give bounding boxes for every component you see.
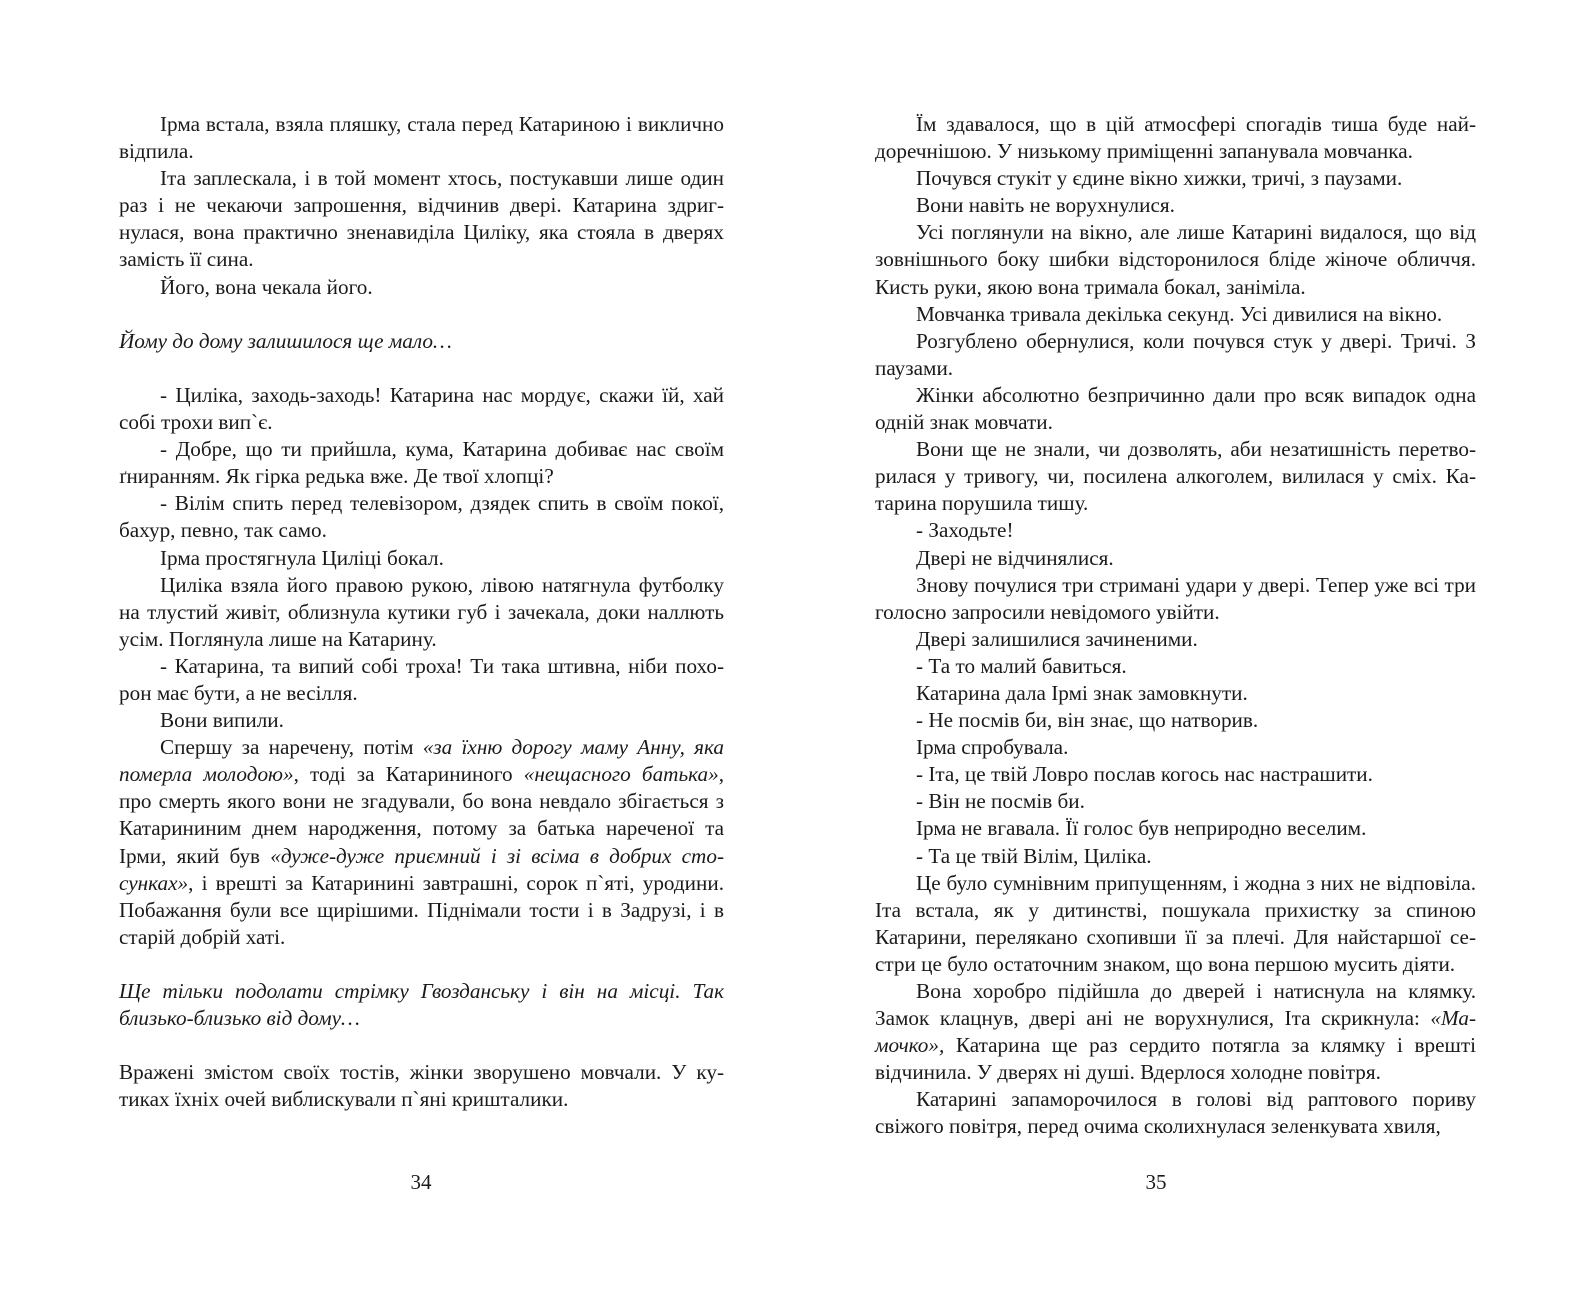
paragraph: Почувся стукіт у єдине вікно хижки, тричі, з паузами. [916, 166, 1403, 191]
quote-italic: «дуже-дуже приємний і зі всіма в добрих стосунках» [119, 843, 724, 895]
left-text-column [119, 111, 724, 1113]
text-span: , і врешті за Катаринині завтрашні, сорок п`яті, уродини. Побажання були все щирішими. Піднімали тости і в Задрузі, і в старій добрій хаті. [119, 870, 724, 949]
text-span: Катарина ще раз сердито потягла за клямку і врешті відчинила. У дверях ні душі. Вдерлося холодне повітря. [875, 1033, 1476, 1085]
dialogue-line: - Не посмів би, він знає, що натворив. [916, 708, 1259, 733]
dialogue-line: - Добре, що ти прийшла, кума, Катарина добиває нас своїм ґниранням. Як гірка редька вже. Де твої хлопці? [119, 437, 724, 489]
paragraph: Їм здавалося, що в цій атмосфері спогадів тиша буде найдоречнішою. У низькому приміщенні запанувала мовчанка. [875, 112, 1476, 164]
dialogue-line: - Іта, це твій Ловро послав когось нас настрашити. [916, 762, 1373, 787]
paragraph: Вони ще не знали, чи дозволять, аби незатишність перетворилася у тривогу, чи, посилена алкоголем, вилилася у сміх. Катарина порушила тишу. [875, 437, 1476, 516]
paragraph: Двері не відчинялися. [916, 545, 1114, 570]
text-span: Вона хоробро підійшла до дверей і натиснула на клямку. Замок клацнув, двері ані не ворухнулися, Іта скрикнула: [875, 979, 1476, 1031]
paragraph: Циліка взяла його правою рукою, лівою натягнула футболку на тлустий живіт, облизнула кутики губ і зачекала, доки наллють усім. Поглянула лише на Катарину. [119, 572, 724, 651]
quote-italic: «Мамочко», [875, 1006, 1476, 1058]
paragraph: Вони випили. [160, 708, 284, 733]
paragraph: Мовчанка тривала декілька секунд. Усі дивилися на вікно. [916, 301, 1443, 326]
quote-italic: «нещасного батька» [523, 762, 719, 787]
dialogue-line: - Заходьте! [916, 518, 1014, 543]
paragraph: Ірма простягнула Циліці бокал. [160, 545, 444, 570]
paragraph [875, 978, 1476, 1086]
italic-interlude: Ще тільки подолати стрімку Гвозданську і він на місці. Так близько-близько від дому… [119, 979, 724, 1031]
dialogue-line: - Та то малий бавиться. [916, 653, 1127, 678]
dialogue-line: - Вілім спить перед телевізором, дзядек спить в своїм покої, бахур, певно, так само. [119, 491, 724, 543]
paragraph: Його, вона чекала його. [160, 274, 373, 299]
paragraph-gap [119, 951, 724, 978]
paragraph: Ірма встала, взяла пляшку, стала перед Катариною і виклично відпила. [119, 112, 724, 164]
page-number: 35 [1145, 1170, 1167, 1194]
text-span: , про смерть якого вони не згадували, бо вона невдало збігається з Катарининим днем народження, потому за батька нареченої та Ірми, який був [119, 762, 724, 868]
paragraph: Знову почулися три стримані удари у двері. Тепер уже всі три голосно запросили невідомого увійти. [875, 572, 1476, 624]
paragraph: Двері залишилися зачиненими. [916, 626, 1198, 651]
dialogue-line: - Циліка, заходь-заходь! Катарина нас мордує, скажи їй, хай собі трохи вип`є. [119, 382, 724, 435]
dialogue-line: - Він не посмів би. [916, 789, 1085, 814]
paragraph: Ірма спробувала. [916, 735, 1069, 760]
page-number: 34 [410, 1170, 432, 1194]
paragraph: Катарина дала Ірмі знак замовкнути. [916, 680, 1248, 705]
dialogue-line: - Та це твій Вілім, Циліка. [916, 843, 1152, 868]
text-span: , тоді за Катарининого [293, 762, 524, 787]
paragraph: Ірма не вгавала. Її голос був неприродно веселим. [916, 816, 1367, 841]
paragraph: Це було сумнівним припущенням, і жодна з них не відповіла. Іта встала, як у дитинстві, пошукала прихистку за спиною Катарини, перелякано схопивши її за плечі. Для найстаршої сестри це було остаточним знаком, що вона першою мусить діяти. [875, 870, 1476, 976]
right-page [797, 0, 1594, 1299]
paragraph: Катарині запаморочилося в голові від раптового пориву свіжого повітря, перед очима сколихнулася зеленкувата хвиля, [875, 1087, 1476, 1139]
paragraph-gap [119, 355, 724, 382]
paragraph: Жінки абсолютно безпричинно дали про всяк випадок одна одній знак мовчати. [875, 382, 1476, 435]
quote-italic: «за їхню дорогу маму Анну, яка померла молодою» [119, 735, 724, 787]
paragraph-gap [119, 1032, 724, 1059]
italic-interlude: Йому до дому залишилося ще мало… [119, 328, 452, 353]
text-span: Спершу за наречену, потім [160, 735, 423, 760]
right-text-column [875, 111, 1476, 1141]
paragraph: Вражені змістом своїх тостів, жінки зворушено мовчали. У кутиках їхніх очей виблискували п`яні кришталики. [119, 1060, 724, 1112]
dialogue-line: - Катарина, та випий собі троха! Ти така штивна, ніби похорон має бути, а не весілля. [119, 653, 724, 705]
paragraph: Вони навіть не ворухнулися. [916, 193, 1175, 218]
paragraph: Розгублено обернулися, коли почувся стук у двері. Тричі. З паузами. [875, 328, 1476, 380]
paragraph: Усі поглянули на вікно, але лише Катарині видалося, що від зовнішнього боку шибки відсторонилося бліде жіноче обличчя. Кисть руки, якою вона тримала бокал, заніміла. [875, 220, 1476, 299]
paragraph-gap [119, 301, 724, 328]
paragraph: Іта заплескала, і в той момент хтось, постукавши лише один раз і не чекаючи запрошення, відчинив двері. Катарина здригнулася, вона практично зненавиділа Циліку, яка стояла в дверях замість її сина. [119, 166, 724, 272]
toast-paragraph [119, 734, 724, 951]
